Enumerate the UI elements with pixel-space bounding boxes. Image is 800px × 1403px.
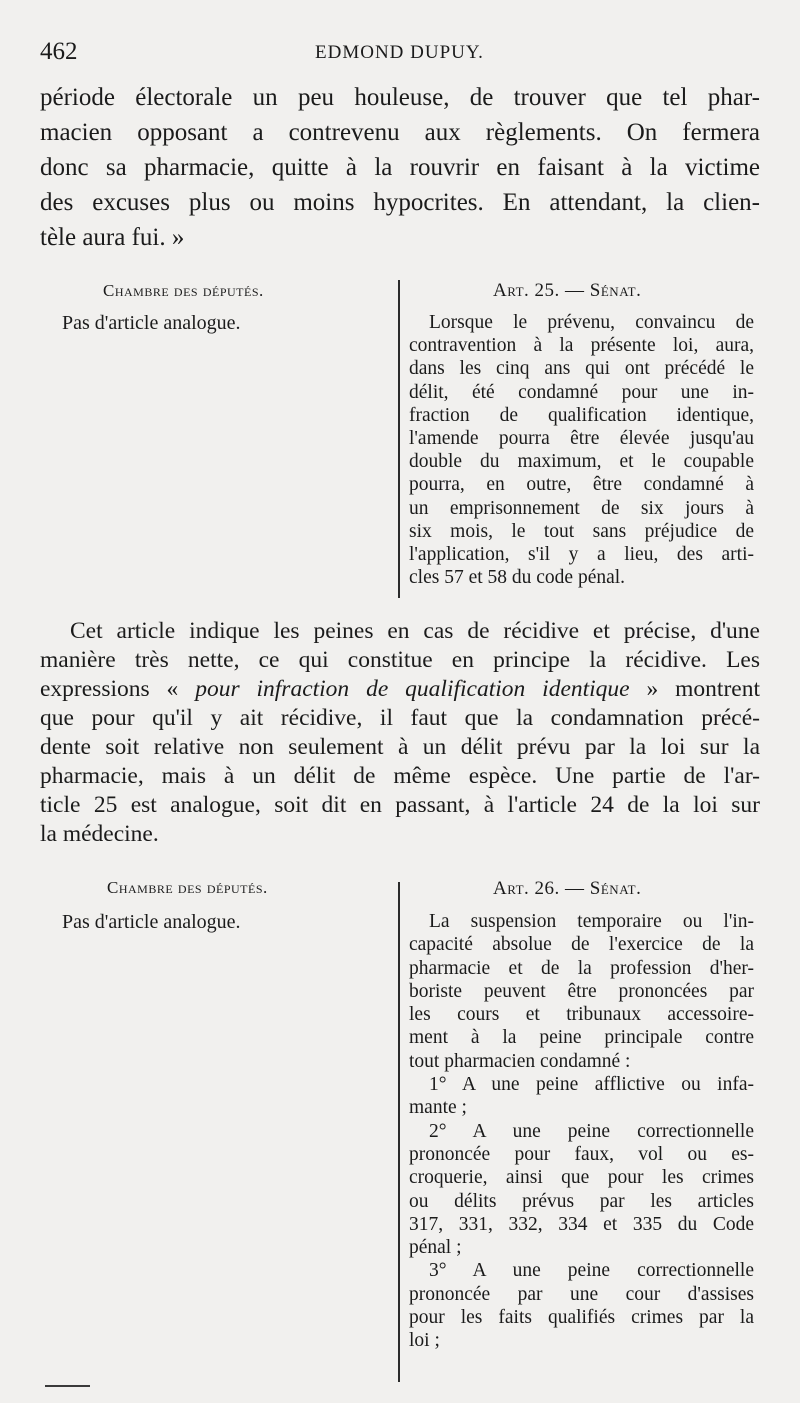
text-line: pour les faits qualifiés crimes par la xyxy=(409,1307,754,1329)
text-fragment: expressions « xyxy=(40,676,196,702)
text-line: 317, 331, 332, 334 et 335 du Code xyxy=(409,1213,754,1235)
text-line: pénal ; xyxy=(409,1237,462,1259)
text-line: La suspension temporaire ou l'in- xyxy=(429,911,754,932)
no-analogous-article: Pas d'article analogue. xyxy=(62,312,241,334)
text-line: mante ; xyxy=(409,1097,467,1119)
text-line: manière très nette, ce qui constitue en principe la récidive. Les xyxy=(40,647,760,673)
page-header xyxy=(40,38,760,68)
text-line: macien opposant a contrevenu aux règlements. On fermera xyxy=(40,119,760,146)
text-line xyxy=(40,675,760,704)
text-line: loi ; xyxy=(409,1330,440,1352)
footer-rule xyxy=(45,1385,90,1387)
text-line: l'amende pourra être élevée jusqu'au xyxy=(409,427,754,449)
article-25-text xyxy=(409,311,754,589)
text-line: pharmacie et de la profession d'her- xyxy=(409,957,754,979)
text-fragment: » montrent xyxy=(629,676,760,702)
text-line: six mois, le tout sans préjudice de xyxy=(409,520,754,542)
article-heading: Art. 25. — Sénat. xyxy=(493,280,642,301)
article-heading: Art. 26. — Sénat. xyxy=(493,878,642,899)
text-line: capacité absolue de l'exercice de la xyxy=(409,934,754,956)
text-line: double du maximum, et le coupable xyxy=(409,451,754,473)
italic-quote: pour infraction de qualification identique xyxy=(195,676,630,702)
text-line: prononcée par une cour d'assises xyxy=(409,1283,754,1305)
text-line: des excuses plus ou moins hypocrites. En attendant, la clien- xyxy=(40,189,760,216)
text-line: ment à la peine principale contre xyxy=(409,1027,754,1049)
commentary-paragraph xyxy=(40,617,760,849)
text-line: les cours et tribunaux accessoire- xyxy=(409,1004,754,1026)
text-line: croquerie, ainsi que pour les crimes xyxy=(409,1167,754,1189)
text-line: ticle 25 est analogue, soit dit en passant, à l'article 24 de la loi sur xyxy=(40,792,760,818)
column-divider xyxy=(398,280,400,598)
text-line: pharmacie, mais à un délit de même espèce. Une partie de l'ar- xyxy=(40,763,760,789)
text-line: que pour qu'il y ait récidive, il faut que la condamnation précé- xyxy=(40,705,760,731)
text-line: Lorsque le prévenu, convaincu de xyxy=(429,312,754,333)
no-analogous-article: Pas d'article analogue. xyxy=(62,911,241,933)
running-head: EDMOND DUPUY. xyxy=(315,42,484,63)
page-number: 462 xyxy=(40,38,78,65)
text-line: délit, été condamné pour une in- xyxy=(409,381,754,403)
text-line: la médecine. xyxy=(40,821,159,847)
text-line: période électorale un peu houleuse, de trouver que tel phar- xyxy=(40,84,760,111)
text-line: dans les cinq ans qui ont précédé le xyxy=(409,358,754,380)
text-line: 1° A une peine afflictive ou infa- xyxy=(429,1074,754,1096)
text-line: prononcée pour faux, vol ou es- xyxy=(409,1143,754,1165)
chamber-heading: Chambre des députés. xyxy=(103,281,264,300)
text-line: ou délits prévus par les articles xyxy=(409,1190,754,1212)
text-line: donc sa pharmacie, quitte à la rouvrir en faisant à la victime xyxy=(40,154,760,181)
text-line: Cet article indique les peines en cas de récidive et précise, d'une xyxy=(70,618,760,644)
text-line: contravention à la présente loi, aura, xyxy=(409,335,754,357)
text-line: fraction de qualification identique, xyxy=(409,404,754,426)
column-divider xyxy=(398,882,400,1382)
text-line: un emprisonnement de six jours à xyxy=(409,497,754,519)
text-line: dente soit relative non seulement à un délit prévu par la loi sur la xyxy=(40,734,760,760)
text-line: cles 57 et 58 du code pénal. xyxy=(409,567,626,589)
intro-paragraph xyxy=(40,80,760,255)
article-26-text xyxy=(409,910,754,1353)
text-line: 3° A une peine correctionnelle xyxy=(429,1260,754,1282)
text-line: 2° A une peine correctionnelle xyxy=(429,1120,754,1142)
text-line: tèle aura fui. » xyxy=(40,224,185,251)
text-line: l'application, s'il y a lieu, des arti- xyxy=(409,543,754,565)
text-line: tout pharmacien condamné : xyxy=(409,1050,631,1072)
chamber-heading: Chambre des députés. xyxy=(107,878,268,897)
text-line: pourra, en outre, être condamné à xyxy=(409,474,754,496)
text-line: boriste peuvent être prononcées par xyxy=(409,980,754,1002)
